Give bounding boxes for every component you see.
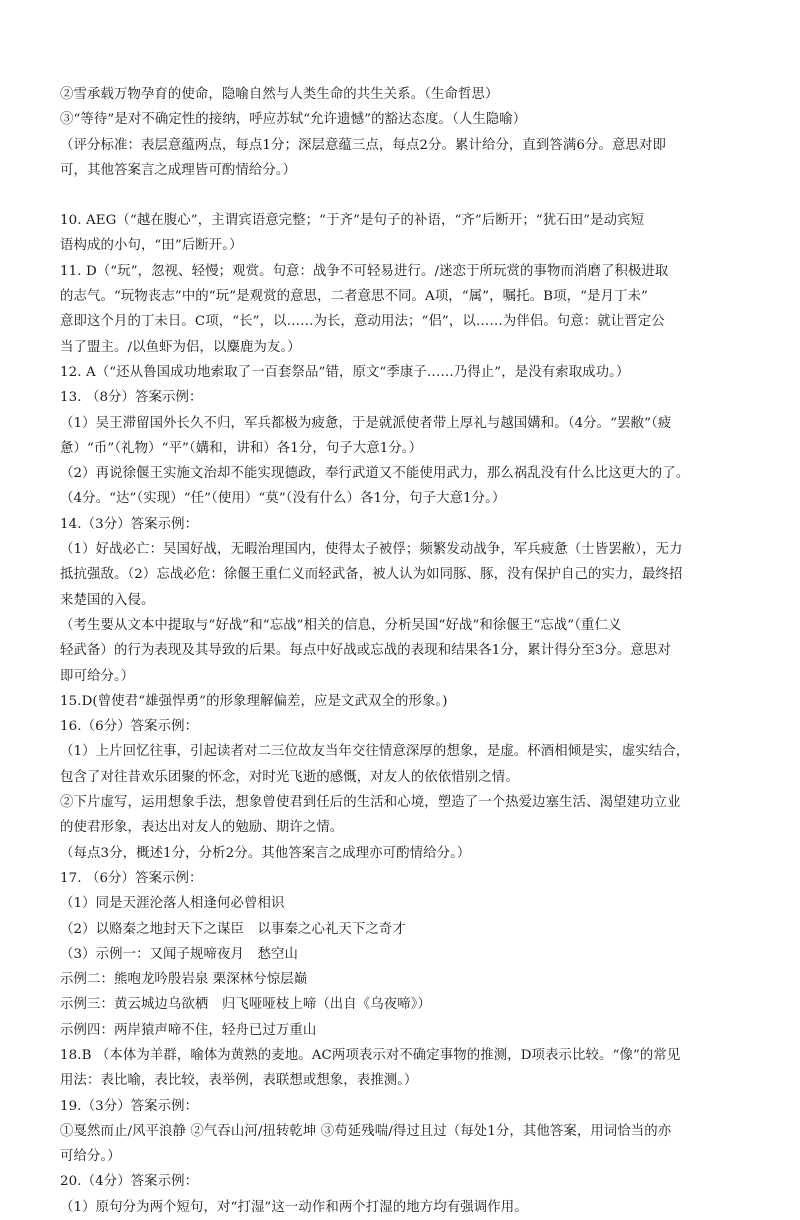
text-line: 语构成的小句，“田”后断开。） xyxy=(60,238,243,254)
text-line: 17. （6分）答案示例： xyxy=(60,870,203,886)
text-line: 的使君形象，表达出对友人的勉励、期许之情。 xyxy=(60,820,344,836)
text-line: （每点3分，概述1分，分析2分。其他答案言之成理亦可酌情给分。） xyxy=(60,845,471,861)
text-line: ②雪承载万物孕育的使命，隐喻自然与人类生命的共生关系。（生命哲思） xyxy=(60,87,499,102)
text-line: 10. AEG（“越在腹心”，主谓宾语意完整；“于齐”是句子的补语，“齐”后断开；“犹石田”是动宾短 xyxy=(60,213,645,229)
text-line: 13. （8分）答案示例： xyxy=(60,390,203,406)
text-line: 的志气。“玩物丧志”中的“玩”是观赏的意思，二者意思不同。A项，“属”，嘱托。B项，“是月丁未” xyxy=(60,289,648,305)
text-line: 来楚国的入侵。 xyxy=(60,592,155,608)
text-line: 示例三：黄云城边乌欲栖 归飞哑哑枝上啼（出自《乌夜啼》） xyxy=(60,997,432,1013)
answer-key-page xyxy=(60,82,750,1220)
text-line: （2）再说徐偃王实施文治却不能实现德政，奉行武道又不能使用武力，那么祸乱没有什么比这更大的了。 xyxy=(60,466,690,482)
text-line: （4分。“达”（实现）“任”（使用）“莫”（没有什么）各1分，句子大意1分。） xyxy=(60,491,506,507)
text-line: （1）原句分为两个短句，对“打湿”这一动作和两个打湿的地方均有强调作用。 xyxy=(60,1199,528,1215)
paragraph-gap xyxy=(60,183,750,208)
text-line: 20.（4分）答案示例： xyxy=(60,1174,199,1190)
text-line: ②下片虚写，运用想象手法，想象曾使君到任后的生活和心境，塑造了一个热爱边塞生活、渴望建功立业 xyxy=(60,795,681,811)
text-line: 12. A（“还从鲁国成功地索取了一百套祭品”错，原文“季康子……乃得止”，是没有索取成功。） xyxy=(60,364,630,380)
text-line: （1）好战必亡：吴国好战，无暇治理国内，使得太子被俘；频繁发动战争，军兵疲惫（士皆罢敝），无力 xyxy=(60,542,683,558)
text-line: （2）以赂秦之地封天下之谋臣 以事秦之心礼天下之奇才 xyxy=(60,921,406,937)
text-line: （评分标准：表层意蕴两点，每点1分；深层意蕴三点，每点2分。累计给分，直到答满6分。意思对即 xyxy=(60,137,666,153)
text-line: 18.B （本体为羊群，喻体为黄熟的麦地。AC两项表示对不确定事物的推测，D项表示比较。“像”的常见 xyxy=(60,1047,681,1063)
text-line: 11. D（“玩”，忽视、轻慢；观赏。句意：战争不可轻易进行。/迷恋于所玩赏的事物而消磨了积极进取 xyxy=(60,263,669,279)
text-line: 惫）“币”（礼物）“平”（媾和，讲和）各1分，句子大意1分。） xyxy=(60,440,423,456)
text-line: 可给分。） xyxy=(60,1149,121,1165)
text-line: 示例四：两岸猿声啼不住，轻舟已过万重山 xyxy=(60,1022,317,1038)
text-line: 示例二：熊咆龙吟殷岩泉 栗深林兮惊层巅 xyxy=(60,972,308,988)
text-line: （1）吴王滞留国外长久不归，军兵都极为疲惫，于是就派使者带上厚礼与越国媾和。（4分。“罢敝”（疲 xyxy=(60,415,672,431)
text-line: ③“等待”是对不确定性的接纳，呼应苏轼“允许遗憾”的豁达态度。（人生隐喻） xyxy=(60,112,527,128)
text-line: ①戛然而止/风平浪静 ②气吞山河/扭转乾坤 ③苟延残喘/得过且过（每处1分，其他答案，用词恰当的亦 xyxy=(60,1123,672,1139)
text-line: 意即这个月的丁未日。C项，“长”，以……为长，意动用法；“侣”，以……为伴侣。句意：就让晋定公 xyxy=(60,314,665,330)
text-line: 当了盟主。/以鱼虾为侣，以麋鹿为友。） xyxy=(60,339,301,355)
text-line: 轻武备）的行为表现及其导致的后果。每点中好战或忘战的表现和结果各1分，累计得分至3分。意思对 xyxy=(60,643,671,659)
text-line: 14.（3分）答案示例： xyxy=(60,516,199,532)
text-line: （1）同是天涯沦落人相逢何必曾相识 xyxy=(60,896,285,912)
text-line: 可，其他答案言之成理皆可酌情给分。） xyxy=(60,162,297,178)
text-line: 15.D(曾使君“雄强悍勇”的形象理解偏差，应是文武双全的形象。) xyxy=(60,693,448,709)
text-line: 包含了对往昔欢乐团聚的怀念，对时光飞逝的感慨，对友人的依依惜别之情。 xyxy=(60,769,519,785)
text-line: （考生要从文本中提取与“好战”和“忘战”相关的信息，分析吴国“好战”和徐偃王“忘战”（重仁义 xyxy=(60,617,622,633)
text-line: 用法：表比喻，表比较，表举例，表联想或想象，表推测。） xyxy=(60,1073,418,1089)
text-line: 抵抗强敌。（2）忘战必危：徐偃王重仁义而轻武备，被人认为如同豚、豚，没有保护自己的实力，最终招 xyxy=(60,567,683,583)
text-line: 19.（3分）答案示例： xyxy=(60,1098,199,1114)
text-line: 16.（6分）答案示例： xyxy=(60,719,199,735)
text-line: 即可给分。） xyxy=(60,668,135,684)
text-line: （1）上片回忆往事，引起读者对二三位故友当年交往情意深厚的想象，是虚。杯酒相倾是实，虚实结合， xyxy=(60,744,690,760)
text-line: （3）示例一：又闻子规啼夜月 愁空山 xyxy=(60,946,298,962)
